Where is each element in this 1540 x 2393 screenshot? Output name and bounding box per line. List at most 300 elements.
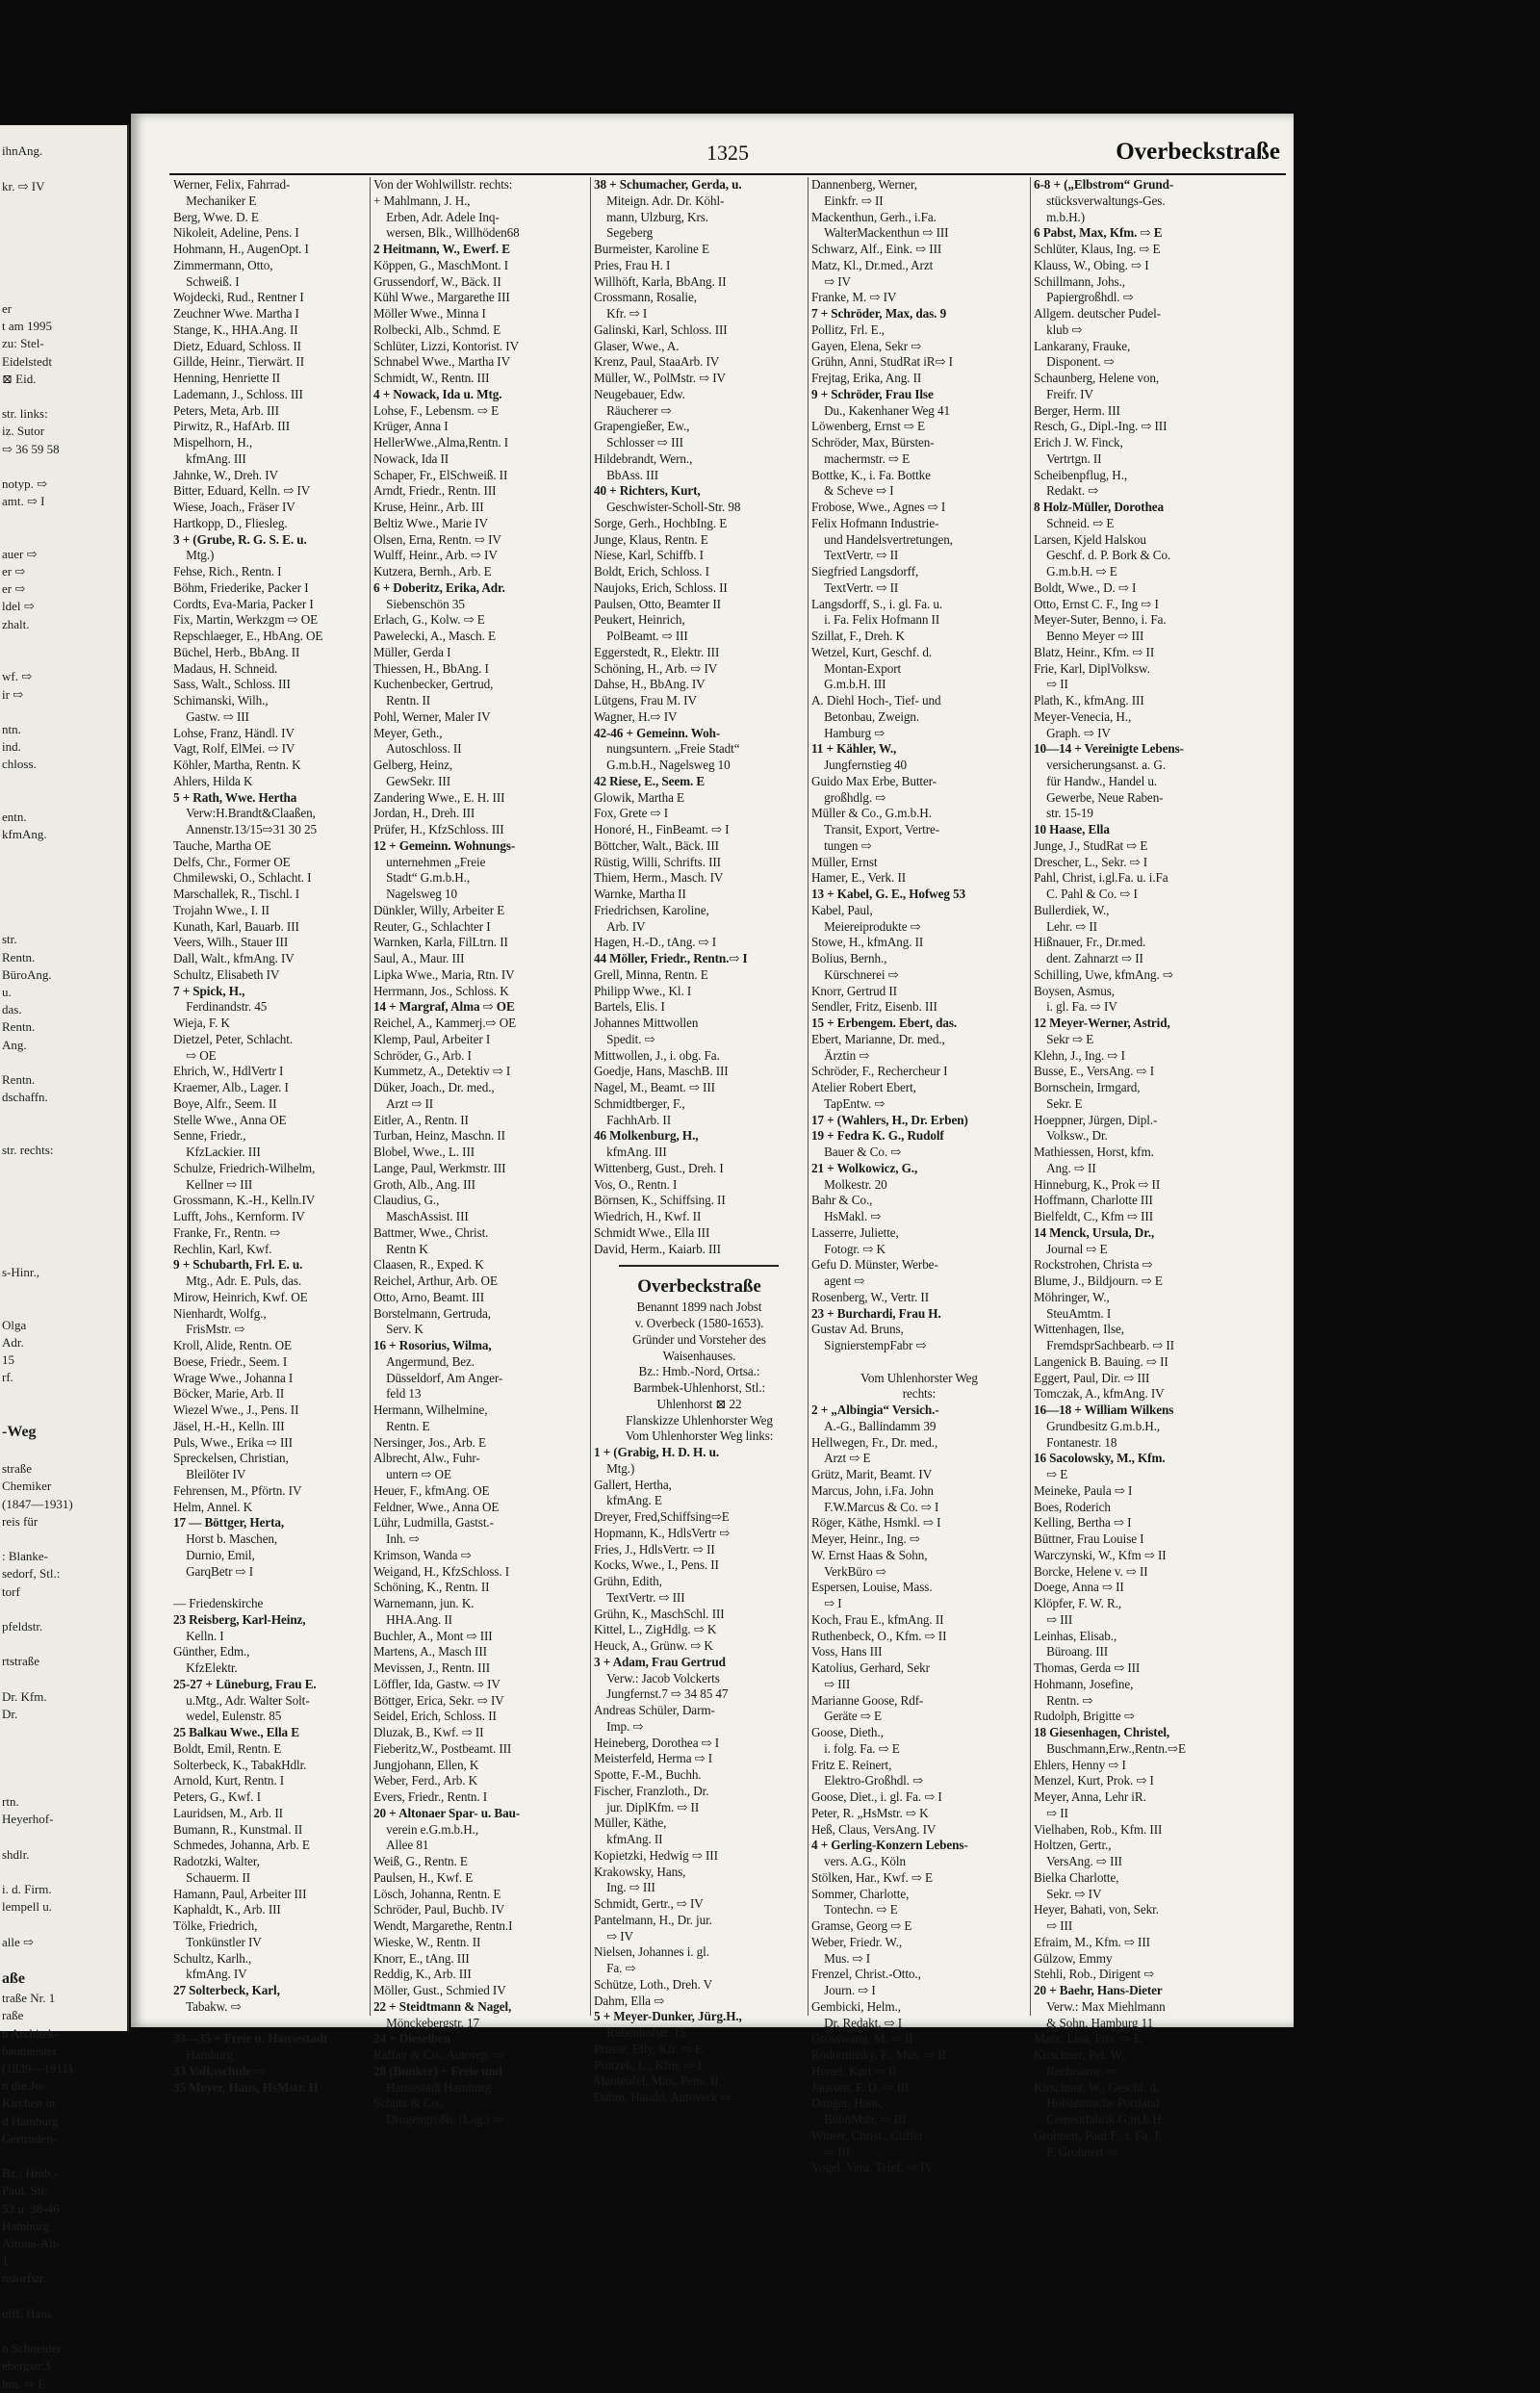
page-header (169, 131, 1286, 175)
directory-entry-line: Krenz, Paul, StaaArb. IV (594, 354, 720, 370)
directory-entry-line: Sekr. ⇨ IV (1034, 1886, 1102, 1901)
directory-entry-line: F. Grohnert ⇨ (1034, 2144, 1117, 2159)
directory-entry-line: und Handelsvertretungen, (811, 531, 953, 547)
directory-entry-line: Knorr, Gertrud II (811, 983, 897, 998)
directory-entry-line: 6 Pabst, Max, Kfm. ⇨ E (1034, 225, 1163, 241)
prev-page-line (0, 1247, 127, 1264)
directory-entry-line: Räucherer ⇨ (594, 402, 672, 418)
directory-entry-line: Kaphaldt, K., Arb. III (173, 1902, 281, 1917)
directory-entry-line: Wulff, Heinr., Arb. ⇨ IV (373, 548, 498, 563)
directory-entry-line: Franke, M. ⇨ IV (811, 290, 897, 305)
directory-entry-line: Turban, Heinz, Maschn. II (373, 1128, 505, 1144)
directory-entry-line: Rentn K (373, 1241, 428, 1256)
directory-entry-line: Tontechn. ⇨ E (811, 1902, 898, 1917)
directory-entry-line: Larsen, Kjeld Halskou (1034, 531, 1146, 547)
directory-entry-line: großhdlg. ⇨ (811, 789, 886, 805)
directory-entry-line: Meyer-Venecia, H., (1034, 708, 1132, 724)
directory-entry-line: Vos, O., Rentn. I (594, 1176, 678, 1192)
directory-entry-line: Ahlers, Hilda K (173, 773, 253, 788)
directory-entry-line: Manteufel, Max, Pens. II (594, 2073, 719, 2089)
directory-entry-line: Stadt“ G.m.b.H., (373, 870, 471, 886)
directory-entry-line: Schaunberg, Helene von, (1034, 371, 1160, 385)
directory-entry-line: Klöpfer, F. W. R., (1034, 1596, 1122, 1610)
directory-entry-line: Dietz, Eduard, Schloss. II (173, 338, 301, 353)
directory-entry-line: Bumann, R., Kunstmal. II (173, 1821, 303, 1837)
prev-page-line: nstorfstr. (2, 2271, 46, 2286)
directory-entry-line: Kuchenbecker, Gertrud, (373, 677, 494, 692)
directory-entry-line: Kellner ⇨ III (173, 1176, 253, 1192)
directory-entry-line: Ebert, Marianne, Dr. med., (811, 1031, 945, 1046)
prev-page-line: entn. (2, 809, 27, 824)
directory-entry-line: Crossmann, Rosalie, (594, 290, 697, 305)
directory-entry-line: Röger, Käthe, Hsmkl. ⇨ I (811, 1515, 941, 1531)
directory-entry-line: Kutzera, Bernh., Arb. E (373, 564, 492, 579)
prev-page-line: Rentn. (2, 1071, 36, 1087)
directory-entry-line: Böttger, Erica, Sekr. ⇨ IV (373, 1692, 504, 1708)
directory-entry-line: Friedrichsen, Karoline, (594, 902, 709, 917)
directory-entry-line: Dannenberg, Werner, (811, 177, 917, 192)
prev-page-line (0, 195, 127, 213)
directory-entry-line: Paulsen, H., Kwf. E (373, 1869, 474, 1885)
prev-page-line: ebergstr.3 (2, 2358, 51, 2374)
directory-entry-line: Grussendorf, W., Bäck. II (373, 273, 501, 289)
directory-entry-line: ⇨ III (811, 1676, 851, 1691)
prev-page-line: alle ⇨ (2, 1934, 34, 1949)
directory-entry-line: Eggerstedt, R., Elektr. III (594, 644, 720, 659)
directory-entry-line: Jungjohann, Ellen, K (373, 1757, 479, 1772)
directory-entry-line: Henning, Henriette II (173, 371, 281, 385)
directory-entry-line: SignierstempFabr ⇨ (811, 1338, 927, 1352)
directory-entry-line: Schillmann, Johs., (1034, 273, 1125, 289)
directory-entry-line: Stelle Wwe., Anna OE (173, 1112, 287, 1127)
directory-entry-line: Kfr. ⇨ I (594, 306, 648, 321)
directory-entry-line: Arzt ⇨ II (373, 1095, 434, 1111)
street-section-note: Gründer und Vorsteher des (632, 1331, 766, 1347)
directory-entry-line: G.m.b.H., Nagelsweg 10 (594, 758, 731, 772)
directory-entry-line: Pawelecki, A., Masch. E (373, 629, 496, 643)
directory-entry-line: Hohmann, Josefine, (1034, 1676, 1134, 1691)
directory-entry-line: Gillde, Heinr., Tierwärt. II (173, 354, 305, 370)
directory-entry-line: 21 + Wolkowicz, G., (811, 1160, 918, 1175)
directory-entry-line: Günther, Edm., (173, 1644, 250, 1660)
directory-entry-line: Verw.: Max Miehlmann (1034, 1998, 1166, 2014)
directory-entry-line: Pirwitz, R., HafArb. III (173, 419, 291, 434)
directory-entry-line: Marx, Lisa, Fris. ⇨ E (1034, 2031, 1142, 2046)
directory-entry-line: Nikoleit, Adeline, Pens. I (173, 225, 299, 241)
directory-entry-line: 23 Reisberg, Karl-Heinz, (173, 1611, 306, 1627)
prev-page-line: kfmAng. (2, 827, 47, 842)
prev-page-line (0, 1387, 127, 1404)
directory-entry-line: nungsuntern. „Freie Stadt“ (594, 741, 740, 757)
street-section-note: v. Overbeck (1580-1653). (634, 1316, 764, 1330)
street-section-note: Vom Uhlenhorster Weg links: (625, 1428, 774, 1444)
directory-entry-line: Lohse, Franz, Händl. IV (173, 725, 295, 740)
directory-entry-line: Volksw., Dr. (1034, 1128, 1108, 1144)
directory-entry-line: Feldner, Wwe., Anna OE (373, 1499, 500, 1514)
directory-entry-line: unternehmen „Freie (373, 854, 486, 869)
prev-page-line: Kirchen in (2, 2096, 56, 2111)
prev-page-line: ntn. (2, 721, 21, 736)
directory-entry-line: 16 + Rosorius, Wilma, (373, 1338, 492, 1352)
directory-entry-line: Boldt, Erich, Schloss. I (594, 564, 709, 579)
directory-entry-line: Krüger, Anna I (373, 419, 449, 434)
directory-entry-line: Klehn, J., Ing. ⇨ I (1034, 1047, 1125, 1063)
previous-page-sliver (0, 125, 129, 2391)
prev-page-line: aße (2, 1970, 25, 1988)
prev-page-line: er (2, 301, 13, 317)
directory-entry-line: 4 + Nowack, Ida u. Mtg. (373, 386, 502, 401)
directory-entry-line: Transit, Export, Vertre- (811, 822, 940, 836)
street-section-note: Vom Uhlenhorster Weg (860, 1370, 978, 1385)
prev-page-line: Eidelstedt (2, 353, 52, 369)
directory-entry-line: Annenstr.13/15⇨31 30 25 (173, 822, 317, 836)
directory-entry-line: Herrmann, Jos., Schloss. K (373, 983, 509, 998)
prev-page-line (0, 862, 127, 879)
directory-entry-line: Szillat, F., Dreh. K (811, 629, 905, 643)
directory-entry-line: Molkestr. 20 (811, 1176, 887, 1192)
directory-entry-line: Peukert, Heinrich, (594, 612, 685, 628)
directory-entry-line: Gustav Ad. Bruns, (811, 1322, 904, 1337)
directory-entry-line: Düker, Joach., Dr. med., (373, 1080, 495, 1094)
directory-entry-line: Ferdinandstr. 45 (173, 999, 268, 1015)
prev-page-line: 1 (2, 2253, 9, 2269)
directory-entry-line: Pries, Frau H. I (594, 257, 671, 272)
directory-entry-line: GarqBetr ⇨ I (173, 1563, 253, 1579)
directory-entry-line: Einkfr. ⇨ II (811, 193, 884, 208)
directory-entry-line: Wiezel Wwe., J., Pens. II (173, 1402, 299, 1417)
directory-entry-line: Reuter, G., Schlachter I (373, 918, 491, 934)
directory-entry-line: F.W.Marcus & Co. ⇨ I (811, 1499, 939, 1514)
directory-entry-line: Grösswang, M. ⇨ II (811, 2031, 913, 2046)
directory-entry-line: 42 Riese, E., Seem. E (594, 773, 706, 788)
directory-entry-line: Bielfeldt, C., Kfm ⇨ III (1034, 1209, 1154, 1223)
directory-entry-line: Doege, Anna ⇨ II (1034, 1580, 1124, 1595)
directory-entry-line: Peters, Meta, Arb. III (173, 402, 279, 418)
directory-entry-line: Meyer, Heinr., Ing. ⇨ (811, 1531, 920, 1546)
directory-entry-line: HHA.Ang. II (373, 1611, 452, 1627)
directory-entry-line: 17 — Böttger, Herta, (173, 1515, 285, 1531)
prev-page-line (0, 651, 127, 668)
prev-page-line: auer ⇨ (2, 546, 38, 561)
directory-entry-line: Serv. K (373, 1322, 424, 1337)
prev-page-line: -Weg (2, 1424, 37, 1441)
directory-entry-line: Müller, Käthe, (594, 1815, 667, 1831)
directory-entry-line: Geräte ⇨ E (811, 1709, 882, 1724)
prev-page-line (0, 1124, 127, 1142)
directory-entry-line: Verw.: Jacob Volckerts (594, 1670, 720, 1685)
prev-page-line (0, 1106, 127, 1123)
directory-entry-line: Meineke, Paula ⇨ I (1034, 1482, 1133, 1498)
directory-entry-line: Du., Kakenhaner Weg 41 (811, 402, 950, 418)
directory-entry-line: kfmAng. III (173, 450, 246, 466)
directory-entry-line: Sass, Walt., Schloss. III (173, 677, 291, 692)
prev-page-line (0, 160, 127, 177)
directory-entry-line: Klemp, Paul, Arbeiter I (373, 1031, 491, 1046)
directory-entry-line: Fa. ⇨ (594, 1961, 636, 1975)
directory-entry-line: kfmAng. II (594, 1832, 663, 1846)
directory-entry-line: 18 Giesenhagen, Christel, (1034, 1725, 1170, 1739)
directory-entry-line: Boldt, Emil, Rentn. E (173, 1740, 282, 1756)
prev-page-line: sedorf, Stl.: (2, 1566, 61, 1582)
directory-entry-line: Marcus, John, i.Fa. John (811, 1482, 934, 1498)
directory-entry-line: Andreas Schüler, Darm- (594, 1703, 715, 1717)
prev-page-line: wf. ⇨ (2, 669, 33, 684)
prev-page-line (0, 1443, 127, 1460)
prev-page-line (0, 528, 127, 546)
directory-entry-line: Kirschner, W., Geschf. d. (1034, 2079, 1160, 2095)
directory-entry-line: Rentn. II (373, 693, 431, 708)
directory-entry-line: Leinhas, Elisab., (1034, 1628, 1117, 1643)
directory-entry-line: Buschmann,Erw.,Rentn.⇨E (1034, 1740, 1186, 1756)
directory-entry-line: Tölke, Friedrich, (173, 1918, 258, 1933)
directory-entry-line: Hagen, H.-D., tAng. ⇨ I (594, 935, 717, 950)
directory-entry-line: jur. DiplKfm. ⇨ II (594, 1799, 700, 1814)
column-4 (808, 177, 1031, 2175)
directory-entry-line: Eitler, A., Rentn. II (373, 1112, 469, 1127)
directory-entry-line: Scheibenpflug, H., (1034, 467, 1128, 482)
directory-entry-line: Arb. IV (594, 918, 646, 934)
directory-entry-line: — Friedenskirche (173, 1596, 264, 1610)
directory-entry-line: Rechtsanw. ⇨ (1034, 2063, 1117, 2078)
column-2 (370, 177, 591, 2126)
prev-page-line: pfeldstr. (2, 1619, 43, 1634)
directory-entry-line: für Handw., Handel u. (1034, 773, 1158, 788)
street-section-note: Flanskizze Uhlenhorster Weg (626, 1412, 773, 1428)
directory-entry-line (808, 1354, 1030, 1371)
directory-entry-line: Schmidt, W., Rentn. III (373, 371, 490, 385)
directory-entry-line: machermstr. ⇨ E (811, 450, 911, 466)
directory-entry-line: Werner, Felix, Fahrrad- (173, 177, 291, 192)
directory-entry-line: Willhöft, Karla, BbAng. II (594, 273, 727, 289)
directory-entry-line: Zandering Wwe., E. H. III (373, 789, 505, 805)
page-number: 1325 (706, 141, 749, 165)
directory-entry-line: Delfs, Chr., Former OE (173, 854, 291, 869)
directory-entry-line: Arnold, Kurt, Rentn. I (173, 1773, 285, 1788)
directory-entry-line: KfzElektr. (173, 1660, 238, 1675)
directory-entry-line: Gramse, Georg ⇨ E (811, 1918, 912, 1933)
directory-entry-line: 5 + Meyer-Dunker, Jürg.H., (594, 2009, 742, 2024)
prev-page-line: Dr. (2, 1707, 18, 1722)
prev-page-line: chloss. (2, 757, 37, 772)
directory-entry-line: Kroll, Alide, Rentn. OE (173, 1338, 292, 1352)
directory-entry-line: Prüsse, Elly, Kfr. ⇨ E (594, 2041, 704, 2056)
directory-entry-line: Resch, G., Dipl.-Ing. ⇨ III (1034, 419, 1168, 434)
directory-entry-line: Löffler, Ida, Gastw. ⇨ IV (373, 1676, 500, 1691)
directory-entry-line: kfmAng. III (594, 1145, 667, 1159)
directory-entry-line: Olsen, Erna, Rentn. ⇨ IV (373, 531, 501, 547)
directory-entry-line: Hinneburg, K., Prok ⇨ II (1034, 1176, 1161, 1192)
street-section-note: Benannt 1899 nach Jobst (636, 1299, 762, 1315)
directory-entry-line: Glowik, Martha E (594, 789, 684, 805)
directory-entry-line: Schmedes, Johanna, Arb. E (173, 1838, 310, 1853)
directory-entry-line: 46 Molkenburg, H., (594, 1128, 699, 1144)
directory-entry-line: Ehrich, W., HdlVertr I (173, 1064, 284, 1079)
prev-page-line: torf (2, 1583, 20, 1599)
directory-entry-line: ⇨ OE (173, 1047, 217, 1063)
directory-entry-line: 35 Meyer, Hans, HsMstr. II (173, 2079, 319, 2095)
directory-entry-line: 3 + (Grube, R. G. S. E. u. (173, 531, 307, 547)
directory-entry-line: Von der Wohlwillstr. rechts: (373, 177, 513, 192)
directory-entry-line: wersen, Blk., Willhöden68 (373, 225, 520, 241)
prev-page-line (0, 125, 127, 142)
directory-entry-line: Thiessen, H., BbAng. I (373, 660, 489, 676)
directory-entry-line: Mtg.) (173, 548, 215, 563)
directory-entry-line: ⇨ II (1034, 677, 1068, 692)
directory-entry-line: Mispelhorn, H., (173, 435, 253, 450)
directory-entry-line: Schöning, K., Rentn. II (373, 1580, 490, 1595)
directory-entry-line: Stange, K., HHA.Ang. II (173, 322, 298, 337)
directory-entry-line: Bitter, Eduard, Kelln. ⇨ IV (173, 483, 311, 499)
prev-page-line: er ⇨ (2, 564, 26, 579)
directory-entry-line: Bolius, Bernh., (811, 951, 887, 965)
directory-entry-line: Rechlin, Karl, Kwf. (173, 1241, 272, 1256)
directory-entry-line: Kummetz, A., Detektiv ⇨ I (373, 1064, 511, 1079)
directory-entry-line: Kruse, Heinr., Arb. III (373, 500, 484, 514)
directory-entry-line: Martens, A., Masch III (373, 1644, 487, 1660)
directory-entry-line: Junge, J., StudRat ⇨ E (1034, 837, 1148, 853)
directory-entry-line: Jäsel, H.-H., Kelln. III (173, 1418, 285, 1433)
directory-entry-line: Groth, Alb., Ang. III (373, 1176, 475, 1192)
directory-entry-line: Warczynski, W., Kfm ⇨ II (1034, 1547, 1167, 1562)
directory-entry-line: Janssen, F. D. ⇨ III (811, 2079, 910, 2095)
directory-entry-line: Paulsen, Otto, Beamter II (594, 596, 721, 611)
directory-entry-line: Marianne Goose, Rdf- (811, 1692, 924, 1708)
directory-entry-line: & Sohn, Hamburg 11 (1034, 2015, 1154, 2030)
directory-entry-line: Hartkopp, D., Fliesleg. (173, 515, 288, 530)
prev-page-line (0, 1776, 127, 1793)
directory-entry-line: Cementfabrik G.m.b.H. (1034, 2112, 1165, 2126)
directory-entry-line: Schulze, Friedrich-Wilhelm, (173, 1160, 316, 1175)
directory-entry-line: 22 + Steidtmann & Nagel, (373, 1998, 512, 2014)
prev-page-line (0, 791, 127, 809)
directory-entry-line: & Scheve ⇨ I (811, 483, 894, 499)
directory-entry-line: Bleilöter IV (173, 1467, 246, 1481)
directory-entry-line: MaschAssist. III (373, 1209, 469, 1223)
prev-page-line: Olga (2, 1317, 27, 1332)
directory-entry-line: Kocks, Wwe., I., Pens. II (594, 1557, 719, 1573)
directory-entry-line: Lehr. ⇨ II (1034, 918, 1097, 934)
directory-entry-line: Schröder, F., Rechercheur I (811, 1064, 948, 1079)
directory-entry-line: Nersinger, Jos., Arb. E (373, 1434, 486, 1450)
directory-entry-line: Schlüter, Lizzi, Kontorist. IV (373, 338, 520, 353)
directory-entry-line: Weber, Friedr. W., (811, 1934, 903, 1949)
directory-entry-line: TextVertr. ⇨ II (811, 548, 899, 563)
column-3 (590, 177, 808, 2104)
directory-entry-line: 17 + (Wahlers, H., Dr. Erben) (811, 1112, 968, 1127)
directory-entry-line: Frobose, Wwe., Agnes ⇨ I (811, 500, 946, 514)
directory-entry-line: Nielsen, Johannes i. gl. (594, 1944, 709, 1960)
directory-entry-line: i. gl. Fa. ⇨ IV (1034, 999, 1117, 1015)
directory-entry-line: W. Ernst Haas & Sohn, (811, 1547, 928, 1562)
prev-page-line: rtstraße (2, 1654, 39, 1669)
directory-entry-line: Helm, Annel. K (173, 1499, 253, 1514)
directory-entry-line: Allgem. deutscher Pudel- (1034, 306, 1162, 321)
prev-page-line (0, 1864, 127, 1881)
directory-entry-line: Sorge, Gerh., HochbIng. E (594, 515, 728, 530)
directory-entry-line: VersAng. ⇨ III (1034, 1854, 1122, 1868)
directory-entry-line: Dünkler, Willy, Arbeiter E (373, 902, 505, 917)
prev-page-line: Hamburg (2, 2218, 49, 2233)
prev-page-line: : Blanke- (2, 1549, 49, 1564)
directory-entry-line: 24 + Dieselben (373, 2031, 451, 2046)
directory-entry-line: Bornschein, Irmgard, (1034, 1080, 1141, 1094)
prev-page-line: n Architek- (2, 2025, 59, 2041)
directory-entry-line: Freifr. IV (1034, 386, 1093, 401)
street-section-note: Uhlenhorst ⊠ 22 (656, 1396, 742, 1411)
directory-entry-line: Nagelsweg 10 (373, 887, 457, 901)
prev-page-line (0, 879, 127, 896)
prev-page-line (0, 774, 127, 791)
directory-entry-line: Fries, J., HdlsVertr. ⇨ II (594, 1541, 715, 1557)
street-section-note: Barmbek-Uhlenhorst, Stl.: (632, 1380, 766, 1395)
directory-entry-line: Frenzel, Christ.-Otto., (811, 1967, 921, 1982)
directory-entry-line: 12 Meyer-Werner, Astrid, (1034, 1016, 1170, 1030)
directory-entry-line: VerkBüro ⇨ (811, 1563, 886, 1579)
directory-entry-line: Gallert, Hertha, (594, 1477, 672, 1492)
directory-entry-line: Schütz & Co., (373, 2096, 445, 2111)
directory-entry-line: Protzek, L., Kfm. ⇨ I (594, 2057, 703, 2072)
directory-entry-line: Tauche, Martha OE (173, 837, 271, 853)
directory-entry-line: Inh. ⇨ (373, 1531, 420, 1546)
directory-entry-line: Böttcher, Walt., Bäck. III (594, 837, 719, 853)
prev-page-line: zu: Stel- (2, 336, 44, 351)
prev-page-line: straße (2, 1461, 33, 1477)
directory-entry-line: David, Herm., Kaiarb. III (594, 1241, 721, 1256)
directory-entry-line: Boysen, Asmus, (1034, 983, 1115, 998)
directory-entry-line: 8 Holz-Müller, Dorothea (1034, 500, 1165, 514)
directory-entry-line: untern ⇨ OE (373, 1467, 451, 1481)
directory-entry-line: Borstelmann, Gertruda, (373, 1305, 491, 1321)
directory-entry-line: Lühr, Ludmilla, Gastst.- (373, 1515, 494, 1531)
directory-entry-line: Müller, Ernst (811, 854, 878, 869)
directory-entry-line: Schweiß. I (173, 273, 240, 289)
directory-entry-line: Schöning, H., Arb. ⇨ IV (594, 660, 718, 676)
prev-page-line: er ⇨ (2, 581, 26, 597)
directory-entry-line: Ruthenbeck, O., Kfm. ⇨ II (811, 1628, 947, 1643)
directory-entry-line: 9 + Schubarth, Frl. E. u. (173, 1257, 303, 1273)
directory-entry-line: Börnsen, K., Schiffsing. II (594, 1193, 726, 1208)
street-section-note: rechts: (902, 1386, 937, 1402)
directory-entry-line: 9 + Schröder, Frau Ilse (811, 386, 934, 401)
directory-entry-line: Löwenberg, Ernst ⇨ E (811, 419, 925, 434)
directory-entry-line: Hopmann, K., HdlsVertr ⇨ (594, 1525, 731, 1540)
prev-page-line: notyp. ⇨ (2, 476, 48, 492)
directory-entry-line: Gelberg, Heinz, (373, 758, 453, 772)
prev-page-line: raße (2, 2008, 24, 2023)
directory-entry-line: Lufft, Johs., Kernform. IV (173, 1209, 305, 1223)
directory-page (131, 114, 1294, 2175)
directory-entry-line: Mevissen, J., Rentn. III (373, 1660, 491, 1675)
directory-entry-line: Danger, Hans, (811, 2096, 883, 2111)
prev-page-line: Bz.: Hmb.- (2, 2166, 59, 2181)
prev-page-line (0, 510, 127, 527)
directory-entry-line: Autoschloss. II (373, 741, 462, 757)
directory-entry-line: Claasen, R., Exped. K (373, 1257, 484, 1273)
directory-entry-line: Vertrtgn. II (1034, 450, 1102, 466)
directory-entry-line: FachhArb. II (594, 1112, 672, 1127)
directory-entry-line: Dluzak, B., Kwf. ⇨ II (373, 1725, 484, 1739)
prev-page-line (0, 1601, 127, 1618)
directory-entry-line: Vielhaben, Rob., Kfm. III (1034, 1821, 1163, 1837)
prev-page-line (0, 213, 127, 230)
directory-entry-line: Franke, Fr., Rentn. ⇨ (173, 1224, 281, 1240)
directory-entry-line: Sommer, Charlotte, (811, 1886, 910, 1901)
directory-entry-line: Verw:H.Brandt&Claaßen, (173, 806, 316, 821)
directory-entry-line: Berg, Wwe. D. E (173, 209, 259, 224)
directory-entry-line: Frejtag, Erika, Ang. II (811, 371, 922, 385)
directory-entry-line: Meyer, Anna, Lehr iR. (1034, 1789, 1146, 1804)
directory-entry-line: TapEntw. ⇨ (811, 1095, 886, 1111)
